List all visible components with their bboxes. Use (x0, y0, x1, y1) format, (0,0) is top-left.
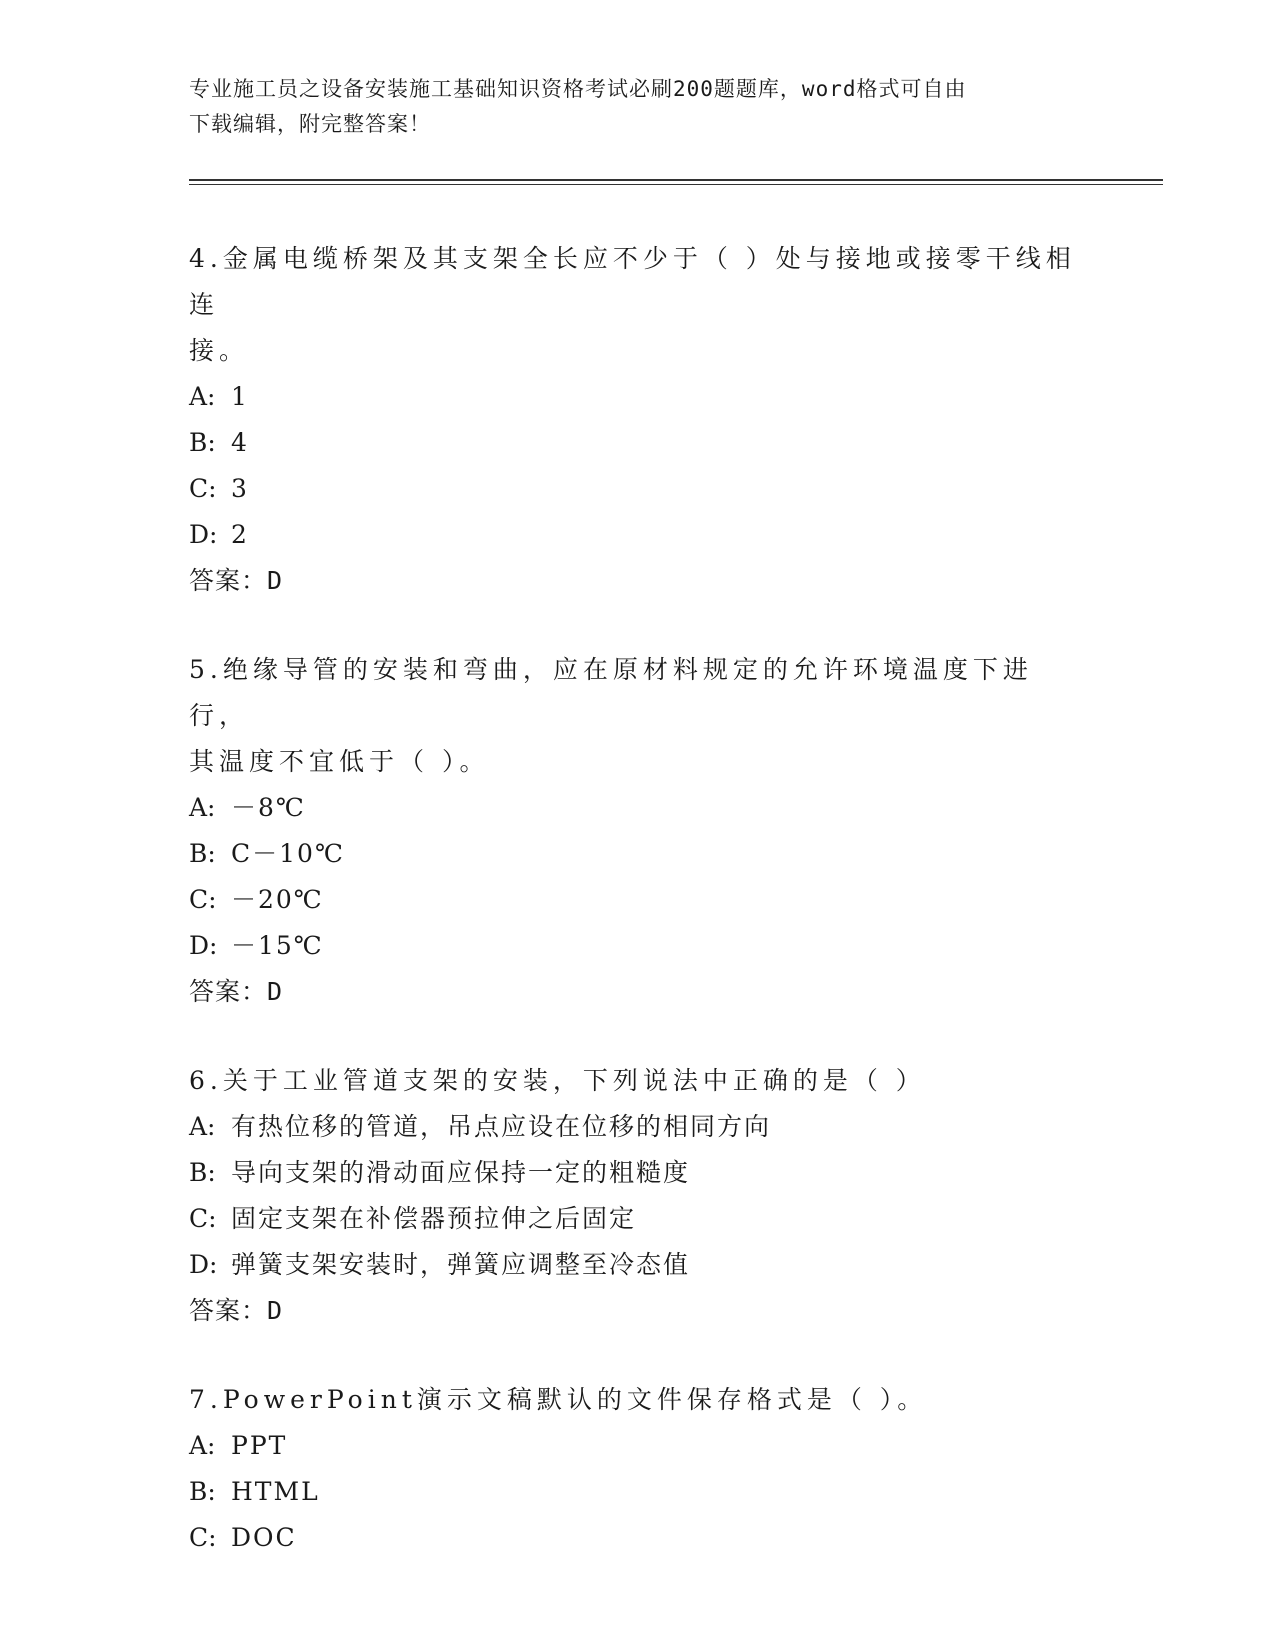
option-text: 1 (231, 382, 249, 411)
option-a (189, 785, 1089, 831)
option-text: PPT (231, 1431, 288, 1460)
option-letter: C: (189, 885, 217, 914)
option-letter: C: (189, 1204, 217, 1233)
option-letter: D: (189, 1250, 218, 1279)
header-divider-thick (189, 179, 1163, 181)
answer-line: 答案：D (189, 1296, 284, 1325)
answer-line: 答案：D (189, 977, 284, 1006)
option-letter: B: (189, 1477, 216, 1506)
option-letter: A: (189, 382, 216, 411)
option-d (189, 1242, 1089, 1288)
option-b (189, 831, 1089, 877)
question-stem-line: 其温度不宜低于（ ）。 (189, 747, 490, 776)
question-4 (189, 236, 1089, 604)
answer-line: 答案：D (189, 566, 284, 595)
question-stem-line: 7.PowerPoint演示文稿默认的文件保存格式是（ ）。 (189, 1385, 928, 1414)
option-text: －20℃ (231, 885, 324, 914)
option-letter: D: (189, 520, 218, 549)
option-letter: A: (189, 1112, 216, 1141)
option-a (189, 374, 1089, 420)
option-c (189, 1515, 1089, 1561)
question-6 (189, 1058, 1089, 1334)
option-text: －15℃ (231, 931, 324, 960)
option-c (189, 1196, 1089, 1242)
option-letter: A: (189, 793, 216, 822)
option-text: 3 (231, 474, 249, 503)
question-stem-line: 6.关于工业管道支架的安装，下列说法中正确的是（ ） (189, 1066, 926, 1095)
option-text: HTML (231, 1477, 320, 1506)
option-a (189, 1423, 1089, 1469)
option-d (189, 923, 1089, 969)
header-divider-thin (189, 184, 1163, 185)
option-text: 4 (231, 428, 249, 457)
option-letter: A: (189, 1431, 216, 1460)
option-letter: B: (189, 428, 216, 457)
option-text: 固定支架在补偿器预拉伸之后固定 (231, 1204, 637, 1233)
question-stem-line: 4.金属电缆桥架及其支架全长应不少于（ ）处与接地或接零干线相连 (189, 244, 1076, 319)
option-d (189, 512, 1089, 558)
document-header (189, 72, 1089, 142)
option-text: 2 (231, 520, 249, 549)
option-text: －8℃ (231, 793, 306, 822)
option-letter: D: (189, 931, 218, 960)
option-letter: C: (189, 1523, 217, 1552)
option-letter: B: (189, 839, 216, 868)
option-c (189, 466, 1089, 512)
option-b (189, 1150, 1089, 1196)
option-text: DOC (231, 1523, 297, 1552)
option-a (189, 1104, 1089, 1150)
question-5 (189, 647, 1089, 1015)
question-7 (189, 1377, 1089, 1561)
option-letter: C: (189, 474, 217, 503)
question-list (189, 236, 1089, 1604)
question-stem-line: 5.绝缘导管的安装和弯曲，应在原材料规定的允许环境温度下进行， (189, 655, 1033, 730)
option-c (189, 877, 1089, 923)
option-b (189, 1469, 1089, 1515)
header-line-1: 专业施工员之设备安装施工基础知识资格考试必刷200题题库，word格式可自由 (189, 77, 967, 101)
option-letter: B: (189, 1158, 216, 1187)
option-text: 导向支架的滑动面应保持一定的粗糙度 (231, 1158, 691, 1187)
option-text: C－10℃ (231, 839, 345, 868)
option-text: 有热位移的管道，吊点应设在位移的相同方向 (231, 1112, 772, 1141)
header-line-2: 下载编辑，附完整答案！ (189, 112, 431, 136)
option-b (189, 420, 1089, 466)
question-stem-line: 接。 (189, 336, 250, 365)
option-text: 弹簧支架安装时，弹簧应调整至冷态值 (231, 1250, 691, 1279)
